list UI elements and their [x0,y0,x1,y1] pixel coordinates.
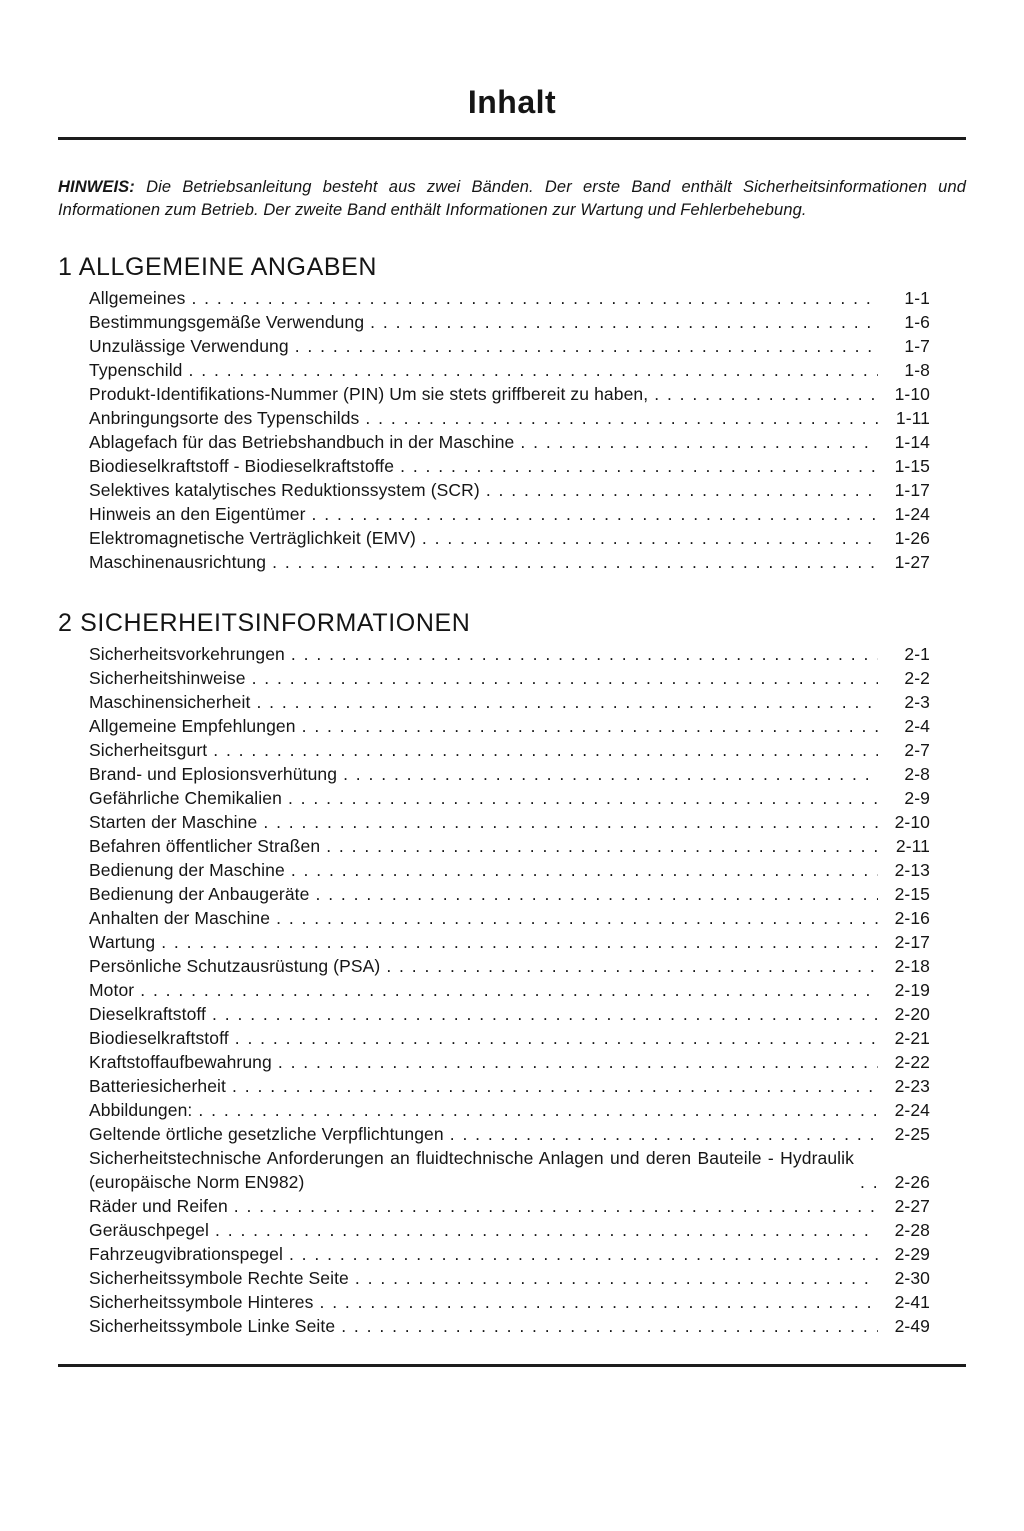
dot-leader [232,1074,878,1098]
entry-title: Sicherheitssymbole Linke Seite [89,1316,336,1336]
entry-page-number: 2-24 [894,1100,930,1120]
dot-leader [450,1122,878,1146]
dot-leader [315,882,878,906]
dot-leader [422,526,878,550]
dot-leader [263,810,878,834]
entry-title: Sicherheitsvorkehrungen [89,644,285,664]
toc-entry [89,858,930,882]
entry-title: Maschinensicherheit [89,692,251,712]
dot-leader [654,382,878,406]
section-number: 2 [58,609,73,637]
dot-leader [365,406,878,430]
entry-title: Allgemeine Empfehlungen [89,716,296,736]
toc-entry [89,334,930,358]
section-title: SICHERHEITSINFORMATIONEN [80,609,471,637]
toc-entry [89,310,930,334]
entry-title: Hinweis an den Eigentümer [89,504,306,524]
entry-page-number: 2-26 [894,1172,930,1192]
entry-title: Räder und Reifen [89,1196,228,1216]
toc-entry [89,1266,930,1290]
entry-page-number: 2-1 [904,644,930,664]
entry-title: Typenschild [89,360,183,380]
toc-entry [89,1314,930,1338]
entry-title: Starten der Maschine [89,812,258,832]
entry-page-number: 1-27 [894,552,930,572]
entry-page-number: 2-10 [894,812,930,832]
manual-toc-page [0,84,1024,1531]
entry-page-number: 2-21 [894,1028,930,1048]
toc-entry [89,978,930,1002]
note-label: HINWEIS: [58,178,135,196]
entry-title: Sicherheitshinweise [89,668,246,688]
entry-page-number: 2-11 [895,836,930,856]
toc-section [58,608,966,1338]
entry-title: Sicherheitssymbole Hinteres [89,1292,314,1312]
entry-title: Motor [89,980,135,1000]
toc-entry [89,454,930,478]
dot-leader [291,858,878,882]
dot-leader [295,334,878,358]
dot-leader [302,714,878,738]
entry-page-number: 1-26 [894,528,930,548]
dot-leader [272,550,878,574]
dot-leader [278,1050,878,1074]
toc-entry [89,1002,930,1026]
dot-leader [341,1314,878,1338]
entry-page-number: 1-7 [904,336,930,356]
entry-title: Gefährliche Chemikalien [89,788,282,808]
entry-page-number: 2-22 [894,1052,930,1072]
toc-entry [89,690,930,714]
entry-page-number: 1-1 [904,288,930,308]
entry-page-number: 2-19 [894,980,930,1000]
entry-title: Geltende örtliche gesetzliche Verpflichtungen [89,1124,444,1144]
dot-leader [234,1194,878,1218]
entry-page-number: 2-28 [894,1220,930,1240]
entry-page-number: 2-15 [894,884,930,904]
toc-entry [89,1218,930,1242]
page-title: Inhalt [467,84,557,120]
dot-leader [213,738,878,762]
entry-page-number: 2-41 [894,1292,930,1312]
entry-page-number: 2-4 [904,716,930,736]
dot-leader [370,310,878,334]
dot-leader [386,954,878,978]
section-entries [58,286,966,574]
entry-title: Geräuschpegel [89,1220,209,1240]
entry-title: Batteriesicherheit [89,1076,227,1096]
toc-entry [89,1074,930,1098]
toc-entry [89,1146,930,1194]
top-rule [58,137,966,140]
section-title: ALLGEMEINE ANGABEN [78,253,378,281]
toc-entry [89,930,930,954]
toc-entry [89,786,930,810]
toc-entry [89,478,930,502]
entry-page-number: 2-30 [894,1268,930,1288]
dot-leader [520,430,878,454]
entry-page-number: 2-16 [894,908,930,928]
toc-entry [89,954,930,978]
entry-title: Bedienung der Anbaugeräte [89,884,310,904]
entry-page-number: 2-2 [904,668,930,688]
entry-page-number: 1-10 [894,384,930,404]
entry-page-number: 2-25 [894,1124,930,1144]
entry-title: Persönliche Schutzausrüstung (PSA) [89,956,381,976]
toc-entry [89,1050,930,1074]
entry-page-number: 1-15 [894,456,930,476]
entry-title: Ablagefach für das Betriebshandbuch in der Maschine [89,432,515,452]
entry-title: Anhalten der Maschine [89,908,271,928]
entry-page-number: 2-20 [894,1004,930,1024]
dot-leader [256,690,878,714]
dot-leader [291,642,878,666]
dot-leader [191,286,878,310]
entry-page-number: 1-14 [894,432,930,452]
toc-entry [89,430,930,454]
entry-title: Maschinenausrichtung [89,552,267,572]
entry-page-number: 2-18 [894,956,930,976]
dot-leader [198,1098,878,1122]
entry-title: Befahren öffentlicher Straßen [89,836,321,856]
toc [58,252,966,1338]
toc-entry [89,526,930,550]
toc-entry [89,882,930,906]
dot-leader [215,1218,878,1242]
entry-page-number: 1-17 [894,480,930,500]
toc-entry [89,358,930,382]
section-entries [58,642,966,1338]
entry-title: Bestimmungsgemäße Verwendung [89,312,365,332]
entry-page-number: 2-3 [904,692,930,712]
dot-leader [252,666,878,690]
toc-entry [89,666,930,690]
toc-entry [89,738,930,762]
toc-entry [89,642,930,666]
section-heading [58,252,966,282]
dot-leader [355,1266,878,1290]
dot-leader [276,906,878,930]
toc-entry [89,762,930,786]
note-paragraph [58,176,966,222]
toc-entry [89,1098,930,1122]
entry-page-number: 2-29 [894,1244,930,1264]
toc-entry [89,1194,930,1218]
toc-entry [89,406,930,430]
toc-entry [89,550,930,574]
dot-leader [319,1290,878,1314]
toc-section [58,252,966,574]
toc-entry [89,382,930,406]
dot-leader [289,1242,878,1266]
note-text: Die Betriebsanleitung besteht aus zwei Bänden. Der erste Band enthält Sicherheitsinformationen und Informationen zum Betrieb. Der zweite Band enthält Informationen zur Wartung und Fehlerbehebung. [58,178,967,219]
toc-entry [89,1242,930,1266]
entry-title: Wartung [89,932,156,952]
toc-entry [89,810,930,834]
toc-entry [89,502,930,526]
section-number: 1 [58,253,73,281]
entry-title: Produkt-Identifikations-Nummer (PIN) Um sie stets griffbereit zu haben, [89,384,649,404]
dot-leader [235,1026,878,1050]
dot-leader [860,1170,878,1194]
entry-title: Elektromagnetische Verträglichkeit (EMV) [89,528,416,548]
entry-title: Sicherheitsgurt [89,740,208,760]
entry-title: Fahrzeugvibrationspegel [89,1244,283,1264]
entry-page-number: 1-8 [904,360,930,380]
dot-leader [189,358,878,382]
dot-leader [161,930,878,954]
entry-page-number: 2-27 [894,1196,930,1216]
dot-leader [288,786,878,810]
toc-entry [89,286,930,310]
section-heading [58,608,966,638]
entry-title: Biodieselkraftstoff [89,1028,229,1048]
entry-title: Biodieselkraftstoff - Biodieselkraftstoffe [89,456,395,476]
entry-title: Kraftstoffaufbewahrung [89,1052,272,1072]
entry-title: Bedienung der Maschine [89,860,285,880]
entry-title: Dieselkraftstoff [89,1004,207,1024]
toc-entry [89,1290,930,1314]
entry-page-number: 1-11 [895,408,930,428]
dot-leader [212,1002,878,1026]
dot-leader [140,978,878,1002]
toc-entry [89,834,930,858]
entry-page-number: 2-49 [894,1316,930,1336]
entry-title: Anbringungsorte des Typenschilds [89,408,360,428]
entry-page-number: 1-6 [904,312,930,332]
entry-page-number: 2-9 [904,788,930,808]
entry-page-number: 2-13 [894,860,930,880]
entry-page-number: 2-8 [904,764,930,784]
dot-leader [400,454,878,478]
entry-title: Sicherheitstechnische Anforderungen an fluidtechnische Anlagen und deren Bauteile - Hydraulik (europäische Norm EN982) [89,1148,854,1192]
entry-title: Selektives katalytisches Reduktionssystem (SCR) [89,480,480,500]
entry-page-number: 1-24 [894,504,930,524]
entry-title: Sicherheitssymbole Rechte Seite [89,1268,349,1288]
entry-title: Unzulässige Verwendung [89,336,289,356]
entry-title: Abbildungen: [89,1100,193,1120]
entry-title: Allgemeines [89,288,186,308]
entry-title: Brand- und Eplosionsverhütung [89,764,338,784]
toc-entry [89,906,930,930]
dot-leader [312,502,878,526]
toc-entry [89,1122,930,1146]
entry-page-number: 2-23 [894,1076,930,1096]
toc-entry [89,1026,930,1050]
entry-page-number: 2-7 [904,740,930,760]
dot-leader [326,834,878,858]
bottom-rule [58,1364,966,1367]
dot-leader [343,762,878,786]
toc-entry [89,714,930,738]
dot-leader [486,478,878,502]
entry-page-number: 2-17 [894,932,930,952]
